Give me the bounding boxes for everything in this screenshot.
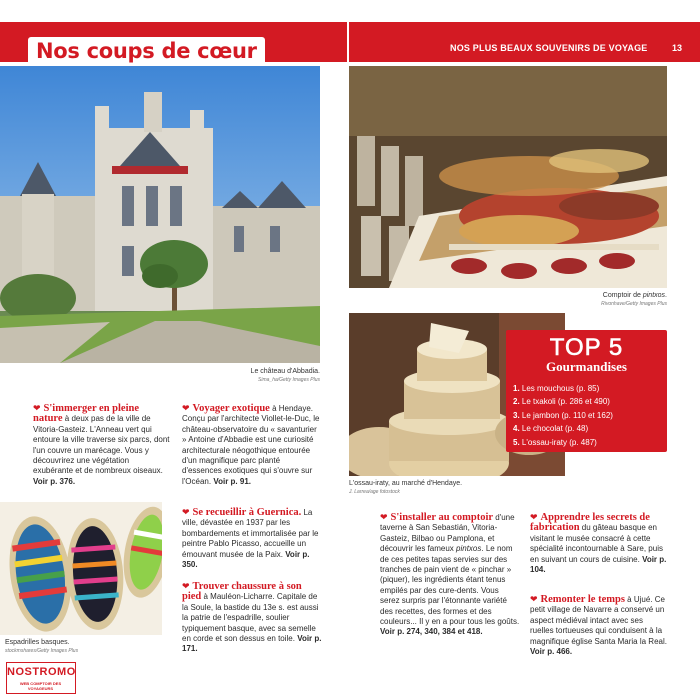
caption-text: L'ossau-iraty, au marché d'Hendaye.: [349, 480, 463, 487]
article-voyager: [182, 403, 322, 487]
photo-espadrilles: [0, 502, 162, 635]
article-heading: Trouver chaussure à son pied: [182, 581, 302, 603]
article-body: à Hendaye. Conçu par l'architecte Viollet-le-Duc, le château-observatoire du « savanturier » Antoine d'Abbadie est une curiosité architecturale néogothique entourée d'un magnifique parc planté d'essences exotiques qui s'ouvre sur l'Océan.: [182, 404, 320, 486]
logo-name: NOSTROMO: [7, 666, 76, 678]
photo-credit: stockmshares/Getty Images Plus: [5, 647, 79, 654]
article-heading: S'installer au comptoir: [390, 512, 494, 523]
caption-text: Le château d'Abbadia.: [250, 368, 320, 375]
photo-credit: Sima_ha/Getty Images Plus: [258, 376, 320, 383]
caption-italic: pintxos: [642, 292, 666, 299]
page-reference: Voir p. 350.: [182, 549, 310, 570]
photo-pintxos: [349, 66, 667, 288]
article-body: . Le nom de ces petites tapas servies sur des tranches de pain vient de « pinchar » (piquer), les ingrédients étant tenus empilés par des cure-dents. Vous serez surpris par l'étonnante variété des recettes, des formes et des couleurs... Il y en a pour tous les goûts.: [380, 544, 520, 627]
caption-cheese: [349, 480, 549, 495]
pintxos-illustration: [349, 66, 667, 288]
page-reference: Voir p. 171.: [182, 634, 322, 654]
caption-chateau: [150, 368, 320, 383]
article-body-italic: pintxos: [456, 544, 482, 554]
article-chaussure: [182, 581, 322, 655]
heart-icon: ❤: [182, 507, 190, 517]
top5-item: 4. Le chocolat (p. 48): [513, 424, 589, 434]
article-heading: Remonter le temps: [540, 594, 625, 605]
heart-icon: ❤: [530, 594, 538, 604]
top5-item: 1. Les mouchous (p. 85): [513, 384, 600, 393]
page-reference: Voir p. 466.: [530, 647, 573, 657]
page-reference: Voir p. 104.: [530, 554, 667, 575]
article-body: d'une taverne à San Sebastián, Vitoria-Gasteiz, Bilbao ou Pamplona, et découvrir les fameux: [380, 513, 515, 554]
article-body: La ville, dévastée en 1937 par les bombardements et immortalisée par le peintre Pablo Picasso, accueille un émouvant musée de la Paix.: [182, 508, 319, 559]
photo-chateau-abbadia: [0, 66, 320, 363]
caption-prefix: Comptoir de: [602, 292, 643, 299]
article-body: à deux pas de la ville de Vitoria-Gasteiz. L'Anneau vert qui entoure la ville traverse six parcs, dont l'un couvre un marécage. Vous y découvrirez une végétation exubérante et de nombreux oiseaux.: [33, 414, 170, 476]
top5-subtitle: Gourmandises: [546, 359, 627, 374]
article-heading: Voyager exotique: [192, 403, 270, 414]
top5-list: [513, 382, 613, 449]
article-immerger: [33, 403, 171, 487]
heart-icon: ❤: [530, 512, 538, 522]
article-heading: S'immerger en pleine nature: [33, 403, 140, 425]
nostromo-logo: [6, 662, 76, 694]
article-body: à Mauléon-Licharre. Capitale de la Soule, la bastide du 13e s. est aussi la patrie de l'espadrille, soulier typiquement basque, avec sa semelle en corde et son dessus en toile.: [182, 592, 319, 644]
article-heading: Se recueillir à Guernica.: [192, 507, 302, 518]
article-comptoir: [380, 512, 520, 638]
page-number: 13: [672, 43, 683, 53]
section-title-tab: [28, 37, 265, 65]
article-body: du gâteau basque en visitant le musée consacré à cette spécialité incontournable à Sare, puis en suivant un cours de cuisine.: [530, 523, 663, 564]
article-remonter: [530, 594, 668, 657]
article-heading: Apprendre les secrets de fabrication: [530, 512, 650, 534]
caption-text: Espadrilles basques.: [5, 639, 70, 646]
running-head: NOS PLUS BEAUX SOUVENIRS DE VOYAGE: [450, 43, 648, 53]
top5-item: 3. Le jambon (p. 110 et 162): [513, 410, 613, 420]
top5-box: [506, 330, 667, 452]
section-title: Nos coups de cœur: [36, 39, 257, 63]
caption-pintxos: [497, 292, 667, 307]
logo-tagline: WEB COMPTOIR DES VOYAGEURS: [19, 681, 62, 691]
heart-icon: ❤: [182, 581, 190, 591]
heart-icon: ❤: [380, 512, 388, 522]
photo-credit: Rivonhave/Getty Images Plus: [601, 300, 667, 307]
page-reference: Voir p. 274, 340, 384 et 418.: [380, 627, 483, 637]
article-recueillir: [182, 507, 322, 570]
top5-item: 2. Le txakoli (p. 286 et 490): [513, 397, 610, 407]
article-fabrication: [530, 512, 668, 575]
caption-espadrilles: [5, 639, 165, 654]
top5-title: TOP 5: [549, 334, 624, 361]
caption-suffix: .: [665, 292, 667, 299]
photo-credit: J. Larrea/age fotostock: [349, 488, 400, 495]
heart-icon: ❤: [182, 403, 190, 413]
chateau-illustration: [0, 66, 320, 363]
espadrilles-illustration: [0, 502, 162, 635]
page-reference: Voir p. 91.: [213, 476, 251, 486]
page-reference: Voir p. 376.: [33, 476, 76, 486]
top5-item: 5. L'ossau-iraty (p. 487): [513, 437, 597, 447]
header-band-right: [349, 22, 700, 62]
heart-icon: ❤: [33, 403, 41, 413]
article-body: à Ujué. Ce petit village de Navarre a conservé un aspect médiéval intact avec ses ruelles tortueuses qui conduisent à la magnifique église Santa Maria la Real.: [530, 595, 667, 646]
